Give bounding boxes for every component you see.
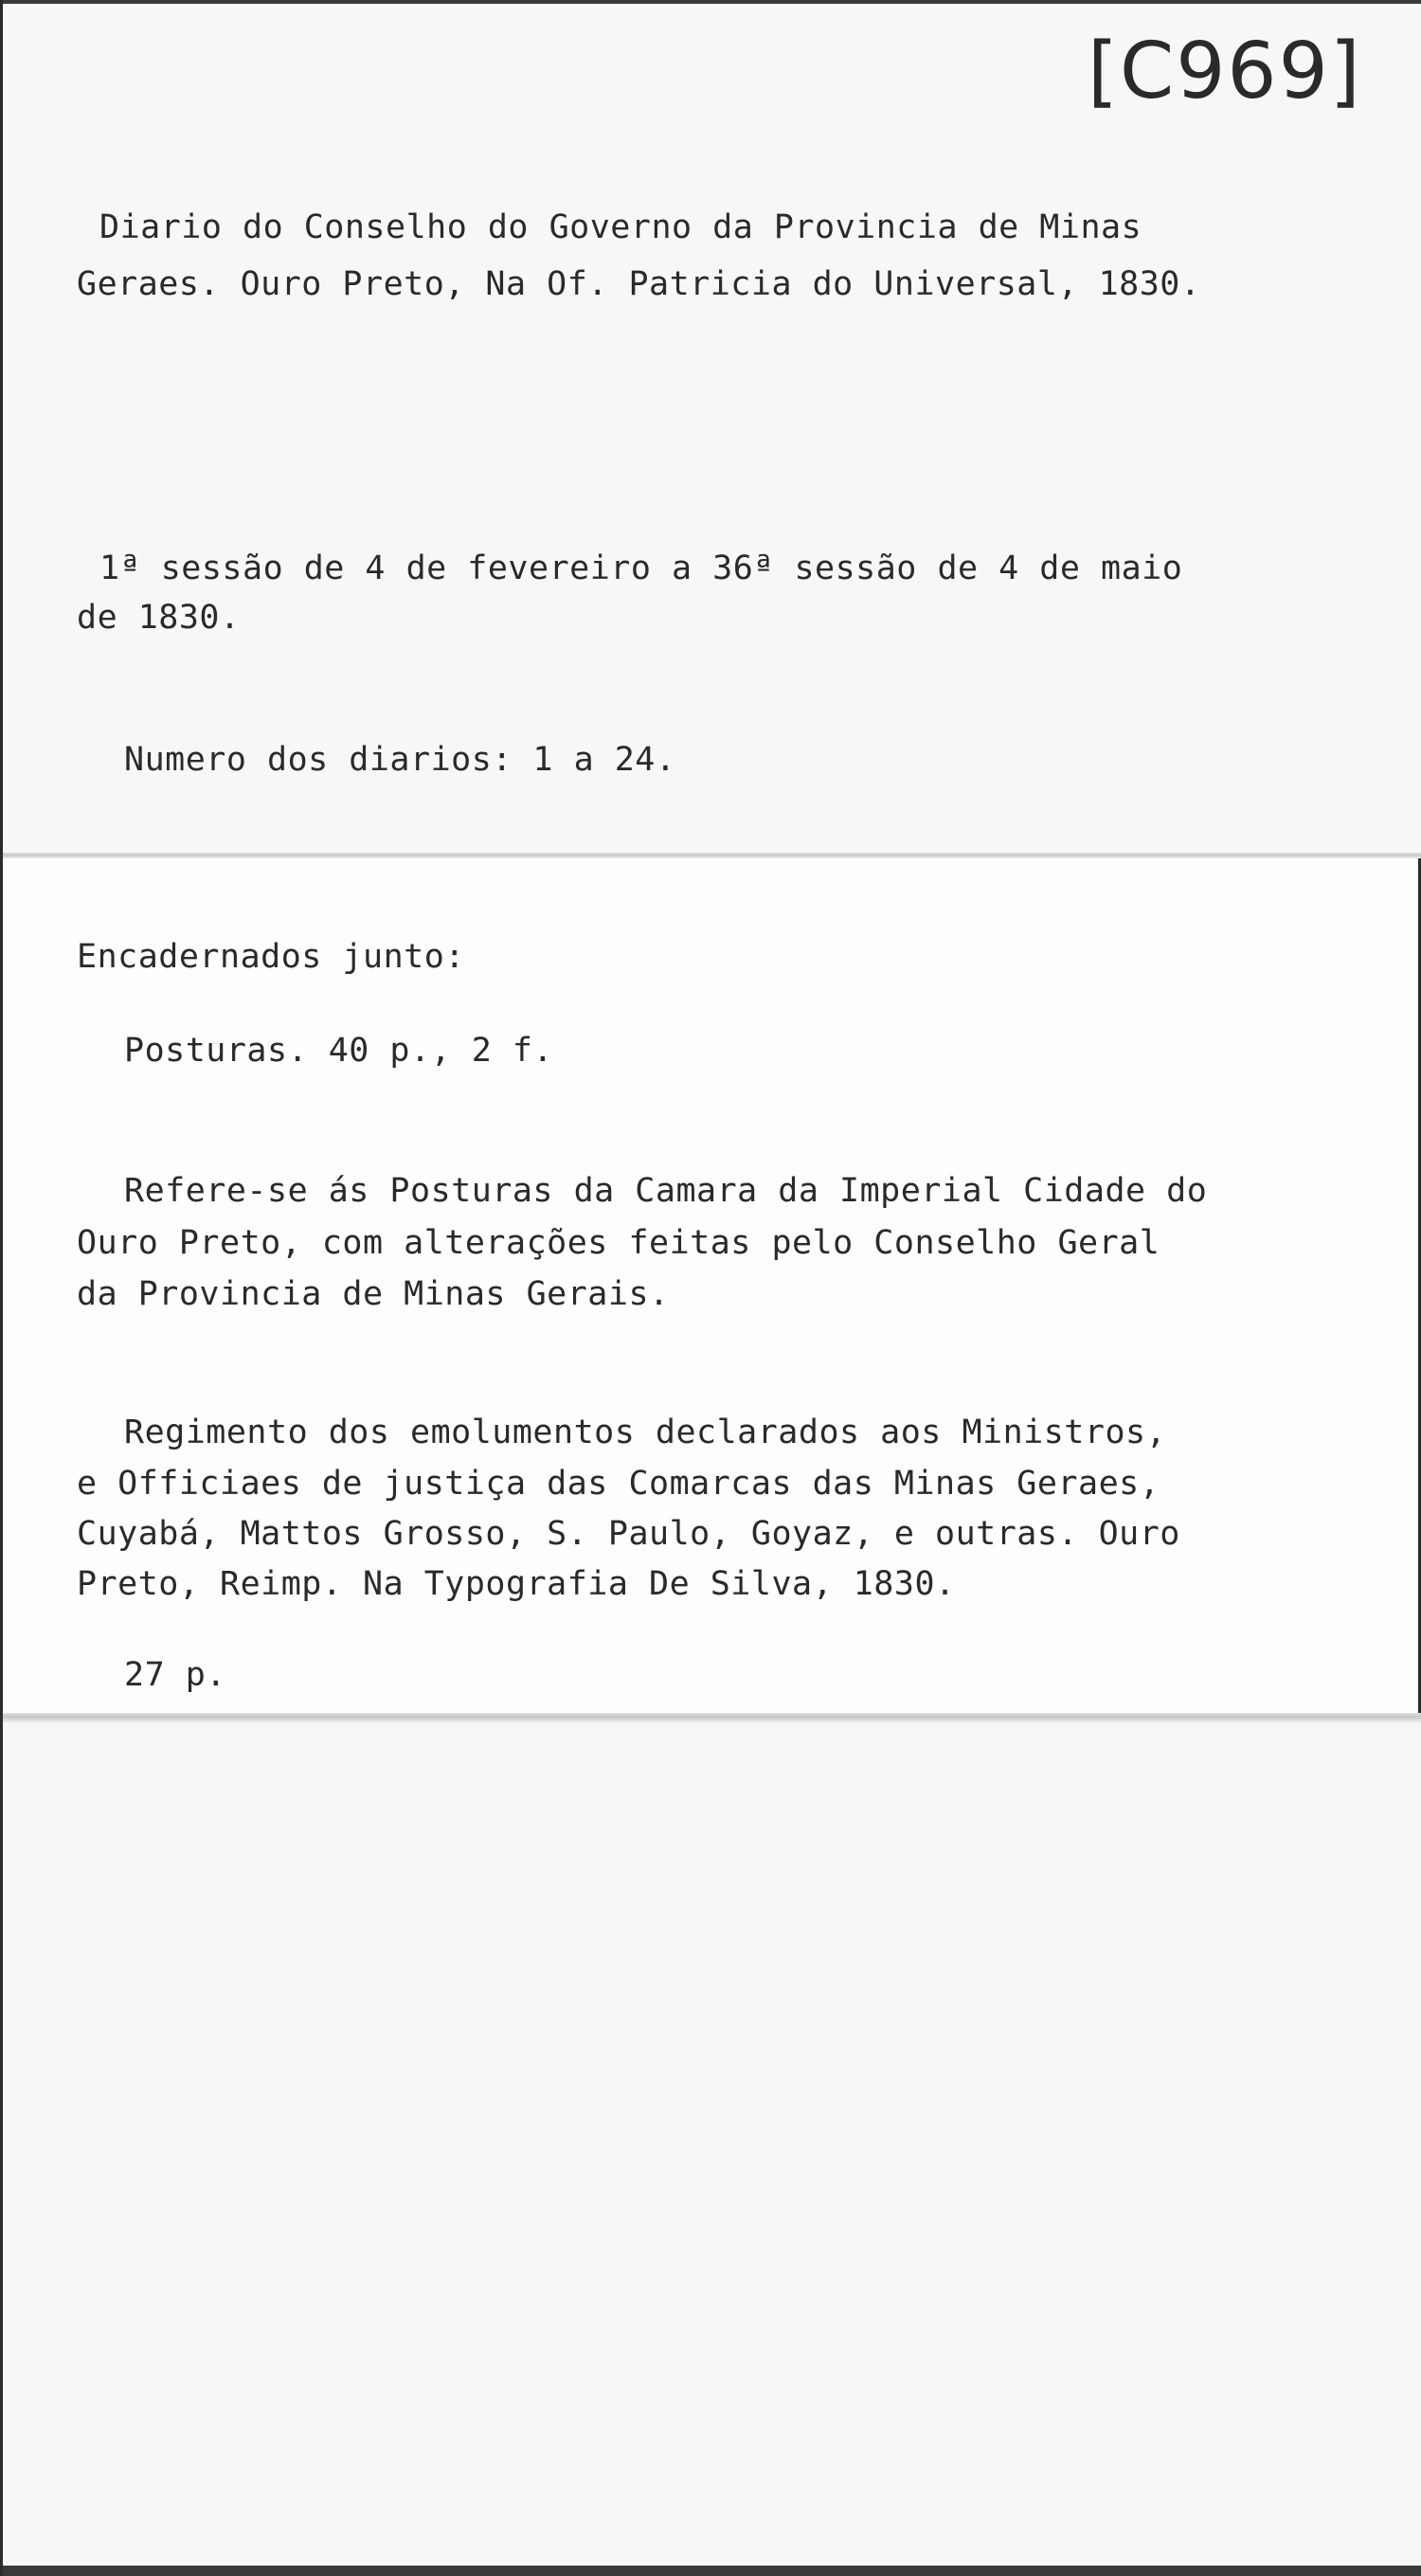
number-of-diaries: Numero dos diarios: 1 a 24. [124,741,676,779]
bound-together-label: Encadernados junto: [77,938,465,976]
fold-line [3,1713,1421,1722]
note-line-1: Refere-se ás Posturas da Camara da Imperial Cidade do [124,1172,1208,1210]
regimento-line-3: Cuyabá, Mattos Grosso, S. Paulo, Goyaz, e outras. Ouro [77,1515,1180,1553]
title-line-1: Diario do Conselho do Governo da Provincia de Minas [99,208,1142,246]
fold-line [3,853,1421,858]
note-line-2: Ouro Preto, com alterações feitas pelo Conselho Geral [77,1224,1160,1262]
sessions-line-1: 1ª sessão de 4 de fevereiro a 36ª sessão de 4 de maio [99,549,1183,587]
regimento-line-1: Regimento dos emolumentos declarados aos Ministros, [124,1414,1167,1451]
sessions-line-2: de 1830. [77,599,241,637]
page-count: 27 p. [124,1656,226,1694]
regimento-line-2: e Officiaes de justiça das Comarcas das Minas Geraes, [77,1465,1160,1503]
bottom-edge [3,2566,1421,2576]
top-edge [3,0,1421,4]
regimento-line-4: Preto, Reimp. Na Typografia De Silva, 1830. [77,1565,956,1603]
call-number: [C969] [1088,27,1362,117]
note-line-3: da Provincia de Minas Gerais. [77,1275,670,1313]
card-lower-panel [3,1719,1421,2566]
posturas-entry: Posturas. 40 p., 2 f. [124,1032,554,1070]
title-line-2: Geraes. Ouro Preto, Na Of. Patricia do Universal, 1830. [77,265,1201,303]
